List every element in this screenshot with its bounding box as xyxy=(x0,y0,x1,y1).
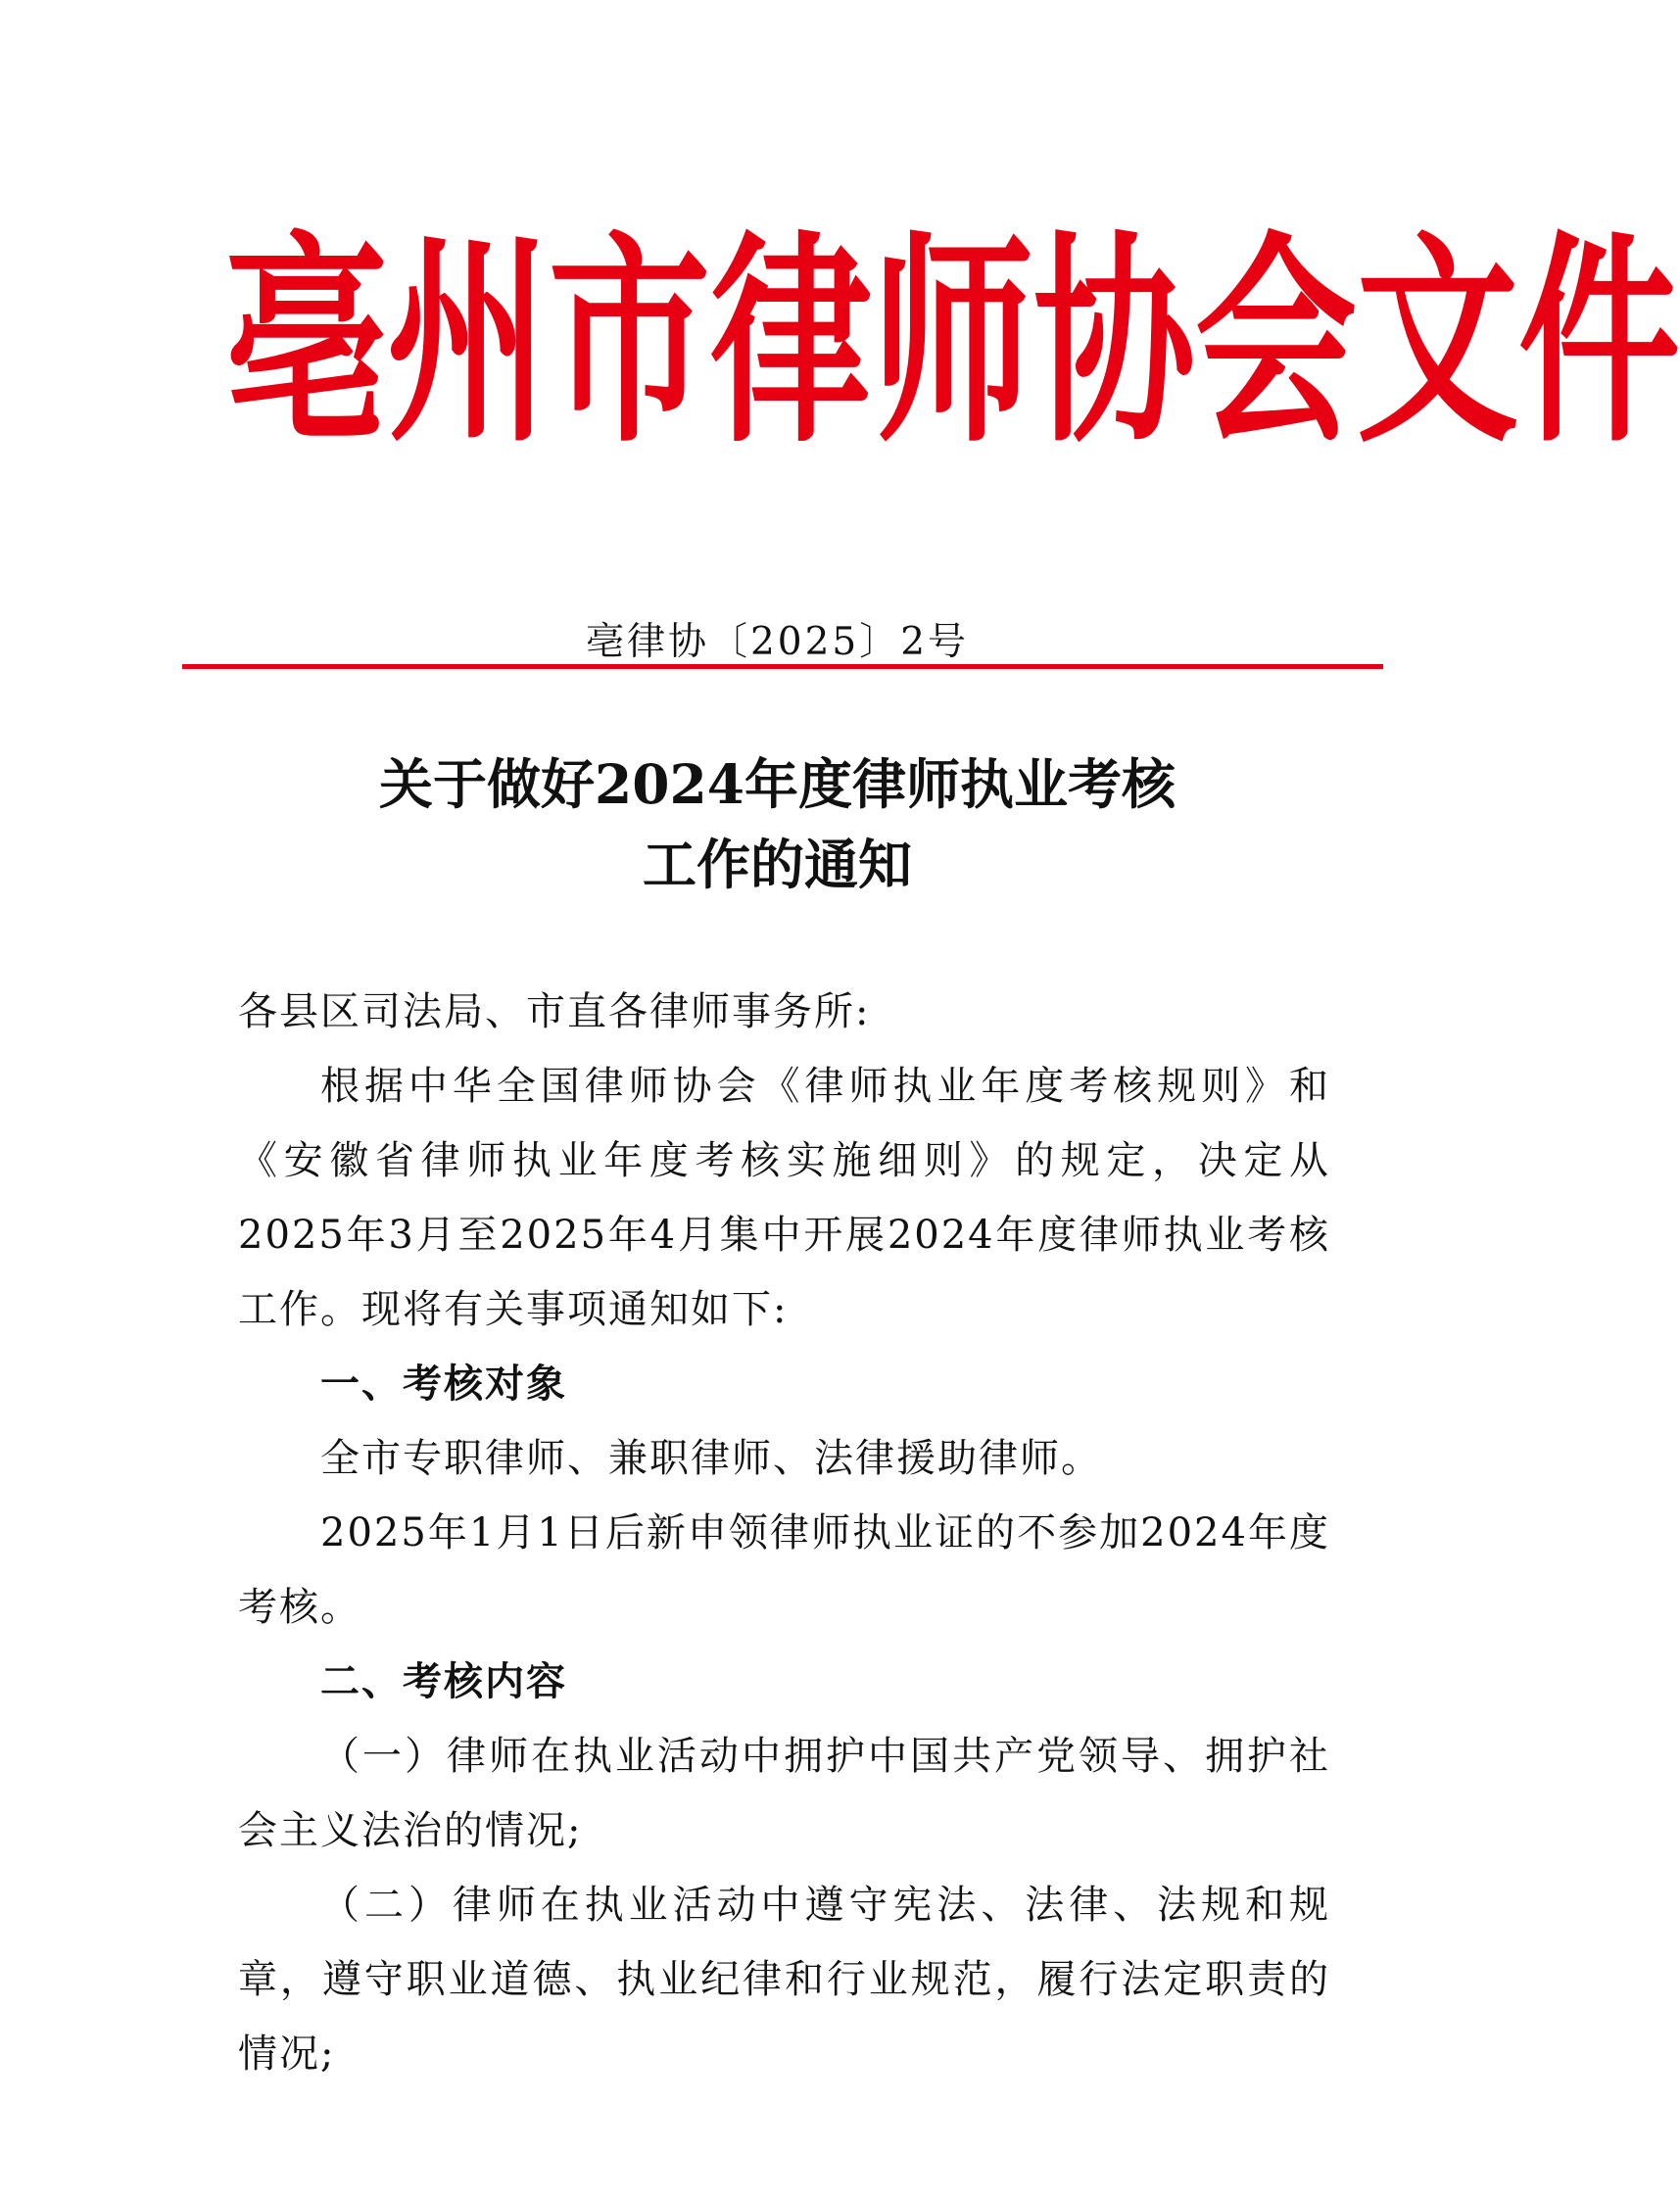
masthead-char: 市 xyxy=(549,212,710,472)
masthead-char: 师 xyxy=(872,212,1033,472)
paragraph: 2025年1月1日后新申领律师执业证的不参加2024年度考核。 xyxy=(238,1510,1330,1630)
masthead-char: 亳 xyxy=(225,212,387,472)
masthead-char: 会 xyxy=(1195,212,1357,472)
intro-paragraph: 根据中华全国律师协会《律师执业年度考核规则》和《安徽省律师执业年度考核实施细则》的规定，决定从2025年3月至2025年4月集中开展2024年度律师执业考核工作。现将有关事项通知如下: xyxy=(238,1064,1330,1332)
list-item: （二）律师在执业活动中遵守宪法、法律、法规和规章，遵守职业道德、执业纪律和行业规范，履行法定职责的情况; xyxy=(238,1883,1330,2077)
masthead-title xyxy=(225,212,1680,472)
document-title xyxy=(0,744,1555,905)
salutation: 各县区司法局、市直各律师事务所: xyxy=(238,989,871,1034)
document-body xyxy=(238,975,1330,2091)
title-line-2: 工作的通知 xyxy=(642,833,912,896)
document-number: 亳律协〔2025〕2号 xyxy=(585,620,970,664)
section-heading: 一、考核对象 xyxy=(320,1362,567,1407)
title-line-1: 关于做好2024年度律师执业考核 xyxy=(378,752,1176,816)
section-heading: 二、考核内容 xyxy=(320,1659,567,1704)
masthead-char: 律 xyxy=(710,212,872,472)
masthead-char: 州 xyxy=(387,212,549,472)
masthead-char: 文 xyxy=(1357,212,1518,472)
masthead-char: 件 xyxy=(1518,212,1680,472)
red-divider xyxy=(182,664,1383,669)
masthead-char: 协 xyxy=(1033,212,1195,472)
list-item: （一）律师在执业活动中拥护中国共产党领导、拥护社会主义法治的情况; xyxy=(238,1734,1330,1853)
paragraph: 全市专职律师、兼职律师、法律援助律师。 xyxy=(320,1436,1102,1481)
